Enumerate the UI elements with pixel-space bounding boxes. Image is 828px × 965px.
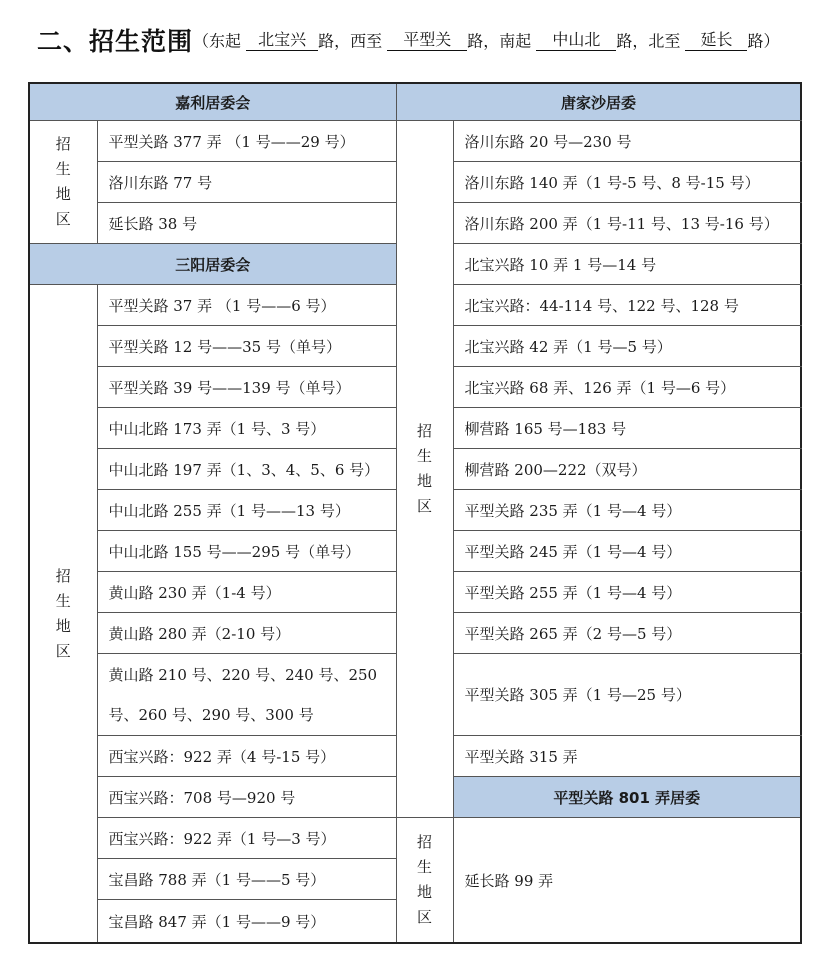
- address-cell: 黄山路 280 弄（2-10 号）: [97, 613, 396, 654]
- address-cell: 平型关路 305 弄（1 号—25 号）: [453, 654, 801, 736]
- table-row: [29, 818, 801, 859]
- committee-header-tangjiasha: 唐家沙居委: [396, 83, 801, 121]
- table-row: [29, 121, 801, 162]
- heading-text-end: 路）: [747, 31, 780, 51]
- region-label: 招生地区: [55, 566, 71, 660]
- address-cell: 黄山路 210 号、220 号、240 号、250 号、260 号、290 号、300 号: [97, 654, 396, 736]
- committee-header-pingxingguan-801: 平型关路 801 弄居委: [453, 777, 801, 818]
- address-cell: 西宝兴路：922 弄（1 号—3 号）: [97, 818, 396, 859]
- address-cell: 中山北路 197 弄（1、3、4、5、6 号）: [97, 449, 396, 490]
- address-cell: 黄山路 230 弄（1-4 号）: [97, 572, 396, 613]
- committee-header-sanyang: 三阳居委会: [29, 244, 396, 285]
- address-cell: 中山北路 173 弄（1 号、3 号）: [97, 408, 396, 449]
- address-cell: 柳营路 165 号—183 号: [453, 408, 801, 449]
- address-cell: 北宝兴路 42 弄（1 号—5 号）: [453, 326, 801, 367]
- address-cell: 北宝兴路 68 弄、126 弄（1 号—6 号）: [453, 367, 801, 408]
- enrollment-table: [28, 82, 802, 944]
- address-cell: 平型关路 12 号——35 号（单号）: [97, 326, 396, 367]
- section-heading: [37, 22, 779, 58]
- heading-west-road: 平型关: [387, 30, 467, 51]
- address-cell: 洛川东路 20 号—230 号: [453, 121, 801, 162]
- address-cell: 西宝兴路：708 号—920 号: [97, 777, 396, 818]
- address-cell: 平型关路 377 弄 （1 号——29 号）: [97, 121, 396, 162]
- address-cell: 中山北路 255 弄（1 号——13 号）: [97, 490, 396, 531]
- heading-south-road: 中山北: [536, 30, 616, 51]
- address-cell: 延长路 38 号: [97, 203, 396, 244]
- address-cell: 延长路 99 弄: [453, 818, 801, 944]
- heading-east-road: 北宝兴: [246, 30, 318, 51]
- region-label-cell: [29, 285, 97, 944]
- address-cell: 宝昌路 788 弄（1 号——5 号）: [97, 859, 396, 900]
- address-cell: 洛川东路 200 弄（1 号-11 号、13 号-16 号）: [453, 203, 801, 244]
- address-cell: 柳营路 200—222（双号）: [453, 449, 801, 490]
- address-cell: 平型关路 265 弄（2 号—5 号）: [453, 613, 801, 654]
- region-label: 招生地区: [417, 833, 433, 926]
- address-cell: 平型关路 255 弄（1 号—4 号）: [453, 572, 801, 613]
- heading-text-north-prefix: 路，北至: [616, 31, 681, 51]
- address-cell: 北宝兴路 10 弄 1 号—14 号: [453, 244, 801, 285]
- address-cell: 平型关路 245 弄（1 号—4 号）: [453, 531, 801, 572]
- address-cell: 平型关路 39 号——139 号（单号）: [97, 367, 396, 408]
- region-label: 招生地区: [417, 422, 433, 515]
- committee-header-jiali: 嘉利居委会: [29, 83, 396, 121]
- address-cell: 中山北路 155 号——295 号（单号）: [97, 531, 396, 572]
- address-cell: 西宝兴路：922 弄（4 号-15 号）: [97, 736, 396, 777]
- region-label-cell: [396, 121, 453, 818]
- address-cell: 平型关路 315 弄: [453, 736, 801, 777]
- address-cell: 洛川东路 77 号: [97, 162, 396, 203]
- section-title: 二、招生范围: [37, 27, 194, 56]
- region-label: 招生地区: [55, 135, 71, 228]
- address-cell: 平型关路 37 弄 （1 号——6 号）: [97, 285, 396, 326]
- address-cell: 北宝兴路：44-114 号、122 号、128 号: [453, 285, 801, 326]
- region-label-cell: [29, 121, 97, 244]
- address-cell: 平型关路 235 弄（1 号—4 号）: [453, 490, 801, 531]
- region-label-cell: [396, 818, 453, 944]
- heading-text-south-prefix: 路，南起: [467, 31, 532, 51]
- address-cell: 洛川东路 140 弄（1 号-5 号、8 号-15 号）: [453, 162, 801, 203]
- heading-north-road: 延长: [685, 30, 747, 51]
- heading-text-west-prefix: 路，西至: [318, 31, 383, 51]
- heading-text-east-prefix: （东起: [193, 31, 242, 51]
- table-row: [29, 83, 801, 121]
- address-cell: 宝昌路 847 弄（1 号——9 号）: [97, 900, 396, 944]
